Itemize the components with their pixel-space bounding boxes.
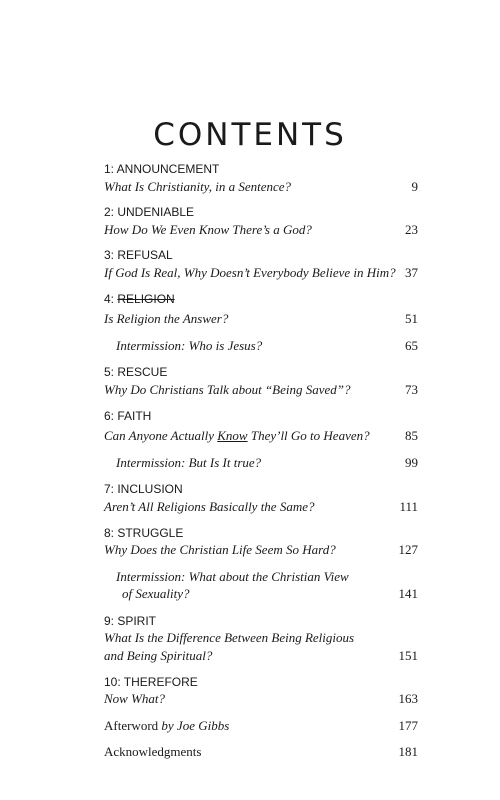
toc-entry-chapter-6[interactable] bbox=[104, 407, 418, 445]
chapter-name-struck: RELIGION bbox=[117, 291, 175, 306]
chapter-number: 8: STRUGGLE bbox=[104, 525, 184, 540]
chapter-title: Aren’t All Religions Basically the Same? bbox=[104, 498, 315, 514]
toc-entry-chapter-4[interactable] bbox=[104, 290, 418, 328]
chapter-number bbox=[104, 292, 175, 306]
intermission-title: Intermission: Who is Jesus? bbox=[116, 337, 263, 353]
chapter-title-line-1: What Is the Difference Between Being Religious bbox=[104, 630, 355, 646]
chapter-number: 10: THEREFORE bbox=[104, 674, 198, 689]
page-number: 151 bbox=[398, 648, 418, 664]
toc-entry-afterword[interactable] bbox=[104, 717, 418, 735]
toc-entry-chapter-7[interactable] bbox=[104, 480, 418, 515]
page-number: 141 bbox=[398, 586, 418, 602]
chapter-title: Now What? bbox=[104, 691, 166, 707]
page-number: 73 bbox=[405, 381, 418, 397]
table-of-contents bbox=[104, 160, 418, 761]
chapter-number-prefix: 4: bbox=[104, 291, 118, 306]
chapter-title: Is Religion the Answer? bbox=[104, 311, 229, 327]
chapter-number: 9: SPIRIT bbox=[104, 613, 157, 628]
toc-entry-intermission-3[interactable] bbox=[104, 568, 418, 603]
chapter-title-underlined: Know bbox=[217, 428, 248, 444]
page-number: 9 bbox=[411, 178, 418, 194]
chapter-number: 1: ANNOUNCEMENT bbox=[104, 162, 220, 176]
chapter-number: 2: UNDENIABLE bbox=[104, 205, 195, 220]
chapter-number: 7: INCLUSION bbox=[104, 482, 183, 497]
page-number: 111 bbox=[399, 498, 418, 514]
chapter-title-part: Can Anyone Actually bbox=[104, 428, 218, 444]
toc-entry-chapter-1[interactable] bbox=[104, 160, 418, 195]
chapter-title: Why Do Christians Talk about “Being Saved”? bbox=[104, 381, 351, 397]
toc-entry-chapter-3[interactable] bbox=[104, 246, 418, 281]
chapter-title: What Is Christianity, in a Sentence? bbox=[104, 178, 292, 194]
chapter-title-part: They’ll Go to Heaven? bbox=[247, 428, 370, 444]
page-number: 37 bbox=[405, 264, 418, 280]
toc-entry-chapter-2[interactable] bbox=[104, 203, 418, 238]
toc-entry-intermission-1[interactable] bbox=[104, 337, 418, 355]
page-number: 65 bbox=[405, 337, 418, 353]
intermission-title: Intermission: But Is It true? bbox=[116, 454, 262, 470]
toc-entry-chapter-9[interactable] bbox=[104, 612, 418, 665]
afterword-label: Afterword bbox=[104, 717, 162, 733]
toc-entry-chapter-8[interactable] bbox=[104, 524, 418, 559]
page-number: 177 bbox=[398, 717, 418, 733]
afterword-author: by Joe Gibbs bbox=[161, 717, 230, 733]
toc-entry-intermission-2[interactable] bbox=[104, 454, 418, 472]
intermission-title-line-1: Intermission: What about the Christian View bbox=[116, 568, 349, 584]
page-number: 85 bbox=[405, 428, 418, 444]
chapter-title: Why Does the Christian Life Seem So Hard? bbox=[104, 542, 336, 558]
page-number: 181 bbox=[398, 744, 418, 760]
page-number: 127 bbox=[398, 542, 418, 558]
chapter-title-line-2: and Being Spiritual? bbox=[104, 648, 213, 664]
page-number: 23 bbox=[405, 221, 418, 237]
intermission-title-line-2: of Sexuality? bbox=[122, 586, 190, 602]
chapter-title bbox=[104, 428, 370, 443]
chapter-title: If God Is Real, Why Doesn’t Everybody Believe in Him? bbox=[104, 264, 396, 280]
toc-entry-chapter-10[interactable] bbox=[104, 673, 418, 708]
chapter-number: 5: RESCUE bbox=[104, 365, 168, 380]
page-title: CONTENTS bbox=[153, 116, 347, 153]
toc-entry-acknowledgments[interactable] bbox=[104, 743, 418, 761]
chapter-number: 3: REFUSAL bbox=[104, 248, 173, 263]
acknowledgments-label: Acknowledgments bbox=[104, 744, 202, 760]
toc-entry-chapter-5[interactable] bbox=[104, 363, 418, 398]
chapter-title: How Do We Even Know There’s a God? bbox=[104, 221, 312, 237]
page-number: 99 bbox=[405, 454, 418, 470]
page-number: 163 bbox=[398, 691, 418, 707]
page-number: 51 bbox=[405, 311, 418, 327]
chapter-number: 6: FAITH bbox=[104, 408, 152, 423]
